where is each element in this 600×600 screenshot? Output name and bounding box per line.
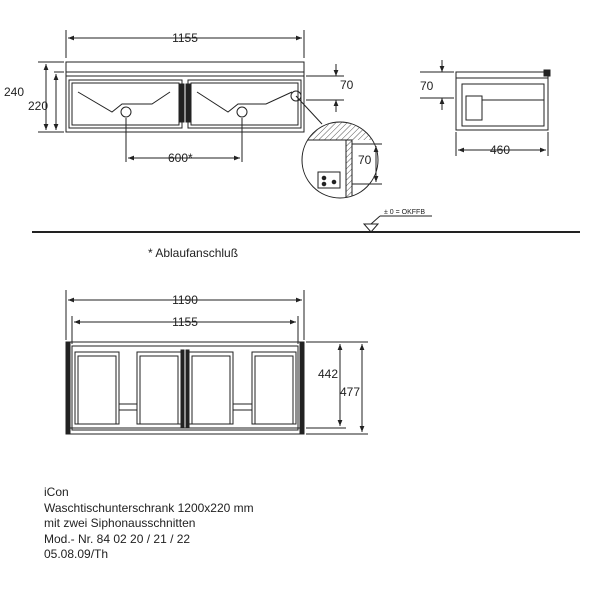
model-number: Mod.- Nr. 84 02 20 / 21 / 22 <box>44 531 191 546</box>
title-block <box>44 485 254 563</box>
front-inner-width-label: 1155 <box>172 315 198 329</box>
siphon-icon <box>121 107 131 117</box>
top-width-label: 1155 <box>172 31 198 45</box>
side-view <box>420 60 550 156</box>
front-height-outer-label: 477 <box>340 385 361 399</box>
side-view-cabinet <box>456 72 548 130</box>
top-height-outer-label: 240 <box>4 85 25 99</box>
top-view <box>38 30 344 162</box>
product-description: Waschtischunterschrank 1200x220 mm <box>44 500 254 515</box>
front-outer-width-label: 1190 <box>172 293 198 307</box>
front-drawer <box>252 352 296 424</box>
product-feature: mit zwei Siphonausschnitten <box>44 516 196 530</box>
hinge-detail <box>318 172 340 188</box>
product-name: iCon <box>44 485 69 499</box>
front-drawer <box>189 352 233 424</box>
drawing-date: 05.08.09/Th <box>44 547 109 561</box>
top-height-inner-label: 220 <box>28 99 49 113</box>
floor-line <box>32 216 580 232</box>
side-offset-label: 70 <box>420 79 434 93</box>
siphon-icon <box>237 107 247 117</box>
floor-label: ± 0 = OKFFB <box>384 209 425 216</box>
front-drawer <box>75 352 119 424</box>
footnote: * Ablaufanschluß <box>148 246 239 260</box>
side-depth-label: 460 <box>490 143 511 157</box>
detail-depth-label: 70 <box>358 153 372 167</box>
front-view <box>66 290 368 434</box>
front-drawer <box>137 352 181 424</box>
top-offset-label: 70 <box>340 78 354 92</box>
drain-distance-label: 600* <box>168 151 193 165</box>
front-height-inner-label: 442 <box>318 367 339 381</box>
